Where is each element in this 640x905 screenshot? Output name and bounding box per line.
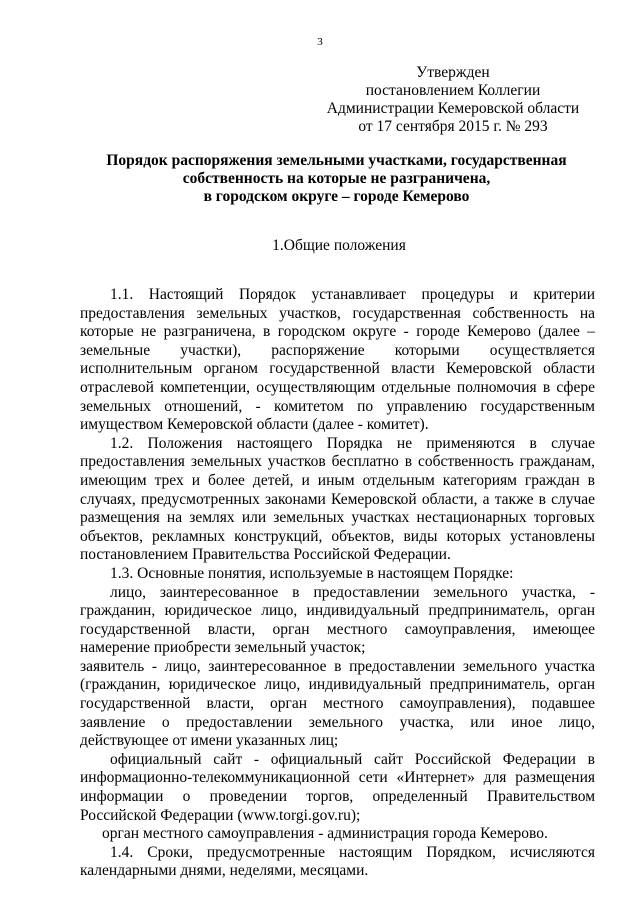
approval-line: Утвержден xyxy=(416,64,490,81)
title-line: собственность на которые не разграничена, xyxy=(182,170,491,187)
document-body xyxy=(80,286,595,881)
paragraph: 1.4. Сроки, предусмотренные настоящим Порядком, исчисляются календарными днями, неделями, месяцами. xyxy=(80,843,595,880)
paragraph: 1.3. Основные понятия, используемые в настоящем Порядке: xyxy=(110,564,514,582)
title-line: в городском округе – городе Кемерово xyxy=(203,188,470,205)
paragraph: 1.2. Положения настоящего Порядка не применяются в случае предоставления земельных участков бесплатно в собственность гражданам, имеющим трех и более детей, и иным отдельным категориям граждан в случаях, предусмотренных законами Кемеровской области, а также в случае размещения на землях или земельных участках нестационарных торговых объектов, рекламных конструкций, объектов, виды которых установлены постановлением Правительства Российской Федерации. xyxy=(80,434,595,564)
page-number: 3 xyxy=(317,36,323,48)
approval-line: от 17 сентября 2015 г. № 293 xyxy=(358,118,548,135)
approval-line: постановлением Коллегии xyxy=(365,82,541,99)
approval-block xyxy=(318,64,588,136)
paragraph: орган местного самоуправления - администрация города Кемерово. xyxy=(102,825,548,843)
paragraph: заявитель - лицо, заинтересованное в предоставлении земельного участка (гражданин, юридическое лицо, индивидуальный предприниматель, орган государственной власти, орган местного самоуправления), подавшее заявление о предоставлении земельного участка, или иное лицо, действующее от имени указанных лиц; xyxy=(80,657,595,750)
approval-line: Администрации Кемеровской области xyxy=(326,100,580,117)
title-line: Порядок распоряжения земельными участками, государственная xyxy=(106,152,567,169)
paragraph: лицо, заинтересованное в предоставлении земельного участка, - гражданин, юридическое лицо, индивидуальный предприниматель, орган государственной власти, орган местного самоуправления, имеющее намерение приобрести земельный участок; xyxy=(80,583,595,657)
paragraph: 1.1. Настоящий Порядок устанавливает процедуры и критерии предоставления земельных участков, государственная собственность на которые не разграничена, в городском округе - городе Кемерово (далее – земельные участки), распоряжение которыми осуществляется исполнительным органом государственной власти Кемеровской области отраслевой компетенции, осуществляющим отдельные полномочия в сфере земельных отношений, - комитетом по управлению государственным имуществом Кемеровской области (далее - комитет). xyxy=(80,286,595,434)
document-title xyxy=(80,152,593,206)
section-heading: 1.Общие положения xyxy=(272,237,406,254)
paragraph: официальный сайт - официальный сайт Российской Федерации в информационно-телекоммуникационной сети «Интернет» для размещения информации о проведении торгов, определенный Правительством Российской Федерации (www.torgi.gov.ru); xyxy=(80,750,595,824)
